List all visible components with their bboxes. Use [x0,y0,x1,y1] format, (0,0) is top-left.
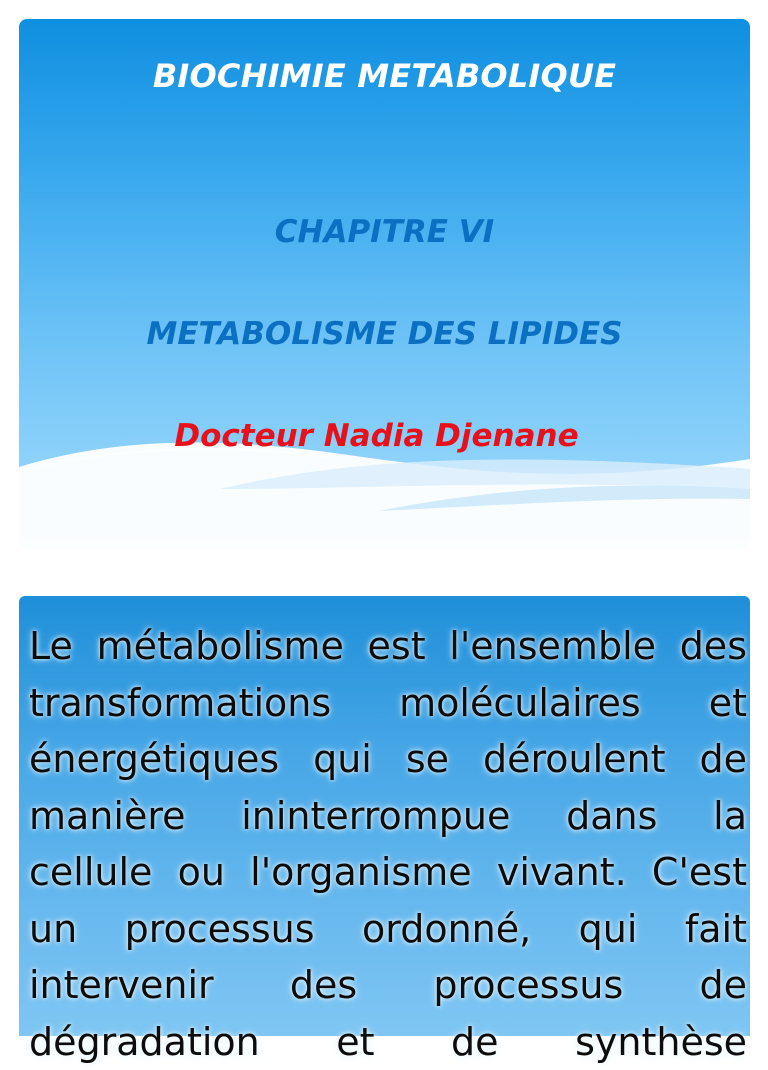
content-slide [19,596,750,1064]
chapter-label: CHAPITRE VI [274,214,495,250]
author-name: Docteur Nadia Djenane [174,418,579,454]
chapter-title: METABOLISME DES LIPIDES [146,316,623,352]
wave-decoration [19,19,750,549]
title-slide [19,19,750,549]
definition-paragraph: Le métabolisme est l'ensemble des transformations moléculaires et énergétiques qui se déroulent de manière ininterrompue dans la cellule ou l'organisme vivant. C'est un processus ordonné, qui fait intervenir des processus de dégradation et de synthèse [29,624,747,1064]
course-title: BIOCHIMIE METABOLIQUE [152,57,617,95]
